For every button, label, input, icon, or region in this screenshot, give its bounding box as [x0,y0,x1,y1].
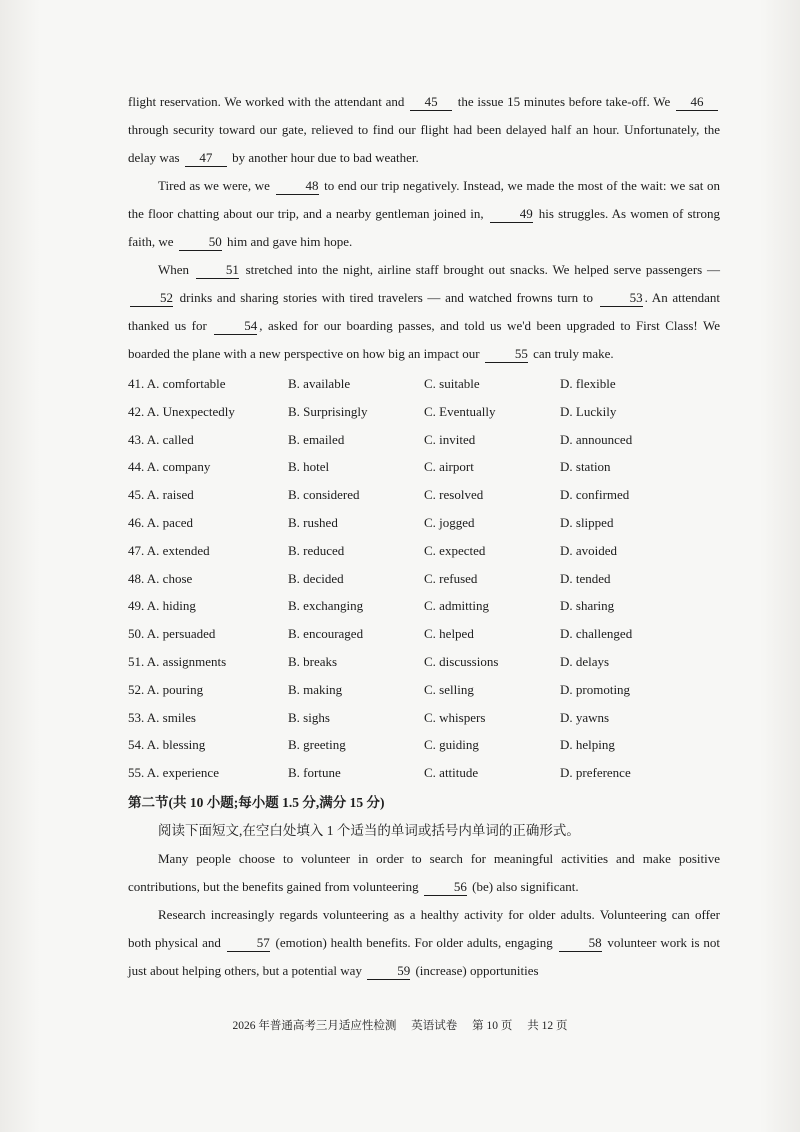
option-b: B. emailed [288,431,345,447]
option-b: B. making [288,681,343,697]
option-row [128,509,720,537]
option-c: C. selling [424,681,474,697]
blank-49: 49 [490,206,533,223]
text: him and gave him hope. [223,234,353,249]
footer-subject: 英语试卷 [411,1020,458,1032]
option-d: D. announced [560,431,633,447]
footer-total-pages: 共 12 页 [527,1020,568,1032]
text: When [158,262,194,277]
blank-50: 50 [179,234,222,251]
blank-45: 45 [410,94,452,111]
option-row [128,565,720,593]
option-c: C. jogged [424,514,475,530]
passage-paragraph-3 [128,256,720,368]
option-row [128,592,720,620]
option-b: B. considered [288,487,360,503]
option-c: C. airport [424,459,474,475]
option-row [128,370,720,398]
option-d: D. station [560,459,611,475]
option-a: 55. A. experience [128,765,219,781]
option-d: D. yawns [560,709,610,725]
blank-52: 52 [130,290,173,307]
option-row [128,648,720,676]
option-d: D. tended [560,570,611,586]
blank-58: 58 [559,935,602,952]
option-a: 42. A. Unexpectedly [128,403,235,419]
option-a: 49. A. hiding [128,598,196,614]
option-b: B. reduced [288,542,345,558]
option-row [128,620,720,648]
text: (be) also significant. [468,878,579,894]
text: Tired as we were, we [158,178,274,193]
option-a: 43. A. called [128,431,194,447]
option-b: B. rushed [288,514,338,530]
text: can truly make. [529,346,614,361]
option-b: B. exchanging [288,598,364,614]
page-content [128,88,720,985]
option-c: C. invited [424,431,476,447]
option-a: 53. A. smiles [128,709,196,725]
text: Many people choose to volunteer in order to search for meaningful activities and make positive contributions, but the benefits gained from volunteering [128,850,720,894]
option-row [128,676,720,704]
text: through security toward our gate, relieved to find our flight had been delayed half an hour. Unfortunately, the delay was [128,122,720,165]
text: (increase) opportunities [412,962,539,978]
option-c: C. Eventually [424,403,496,419]
option-d: D. Luckily [560,403,617,419]
text: to end our trip negatively. Instead, we made the most of the wait: we sat on the floor chatting about our trip, and a nearby gentleman joined in, [128,178,720,221]
footer-page-number: 第 10 页 [472,1020,513,1032]
blank-53: 53 [600,290,643,307]
text: flight reservation. We worked with the attendant and [128,94,409,109]
option-b: B. Surprisingly [288,403,368,419]
option-b: B. greeting [288,737,346,753]
option-d: D. delays [560,653,610,669]
blank-47: 47 [185,150,227,167]
text: the issue 15 minutes before take-off. We [454,94,674,109]
passage2-paragraph-2 [128,901,720,985]
blank-57: 57 [227,935,270,952]
text: volunteer work is not just about helping others, but a potential way [128,934,720,978]
option-b: B. available [288,376,351,391]
option-c: C. attitude [424,765,479,781]
option-row [128,704,720,732]
option-d: D. challenged [560,626,633,642]
passage-paragraph-2 [128,172,720,256]
option-c: C. whispers [424,709,486,725]
text: Research increasingly regards volunteering as a healthy activity for older adults. Volunteering can offer both physical and [128,906,720,950]
blank-59: 59 [367,963,410,980]
option-row [128,759,720,787]
text: by another hour due to bad weather. [228,150,419,165]
option-a: 47. A. extended [128,542,210,558]
text: , asked for our boarding passes, and told us we'd been upgraded to First Class! We boarded the plane with a new perspective on how big an impact our [128,318,720,361]
section-title: 第二节(共 10 小题;每小题 1.5 分,满分 15 分) [128,794,385,810]
option-a: 41. A. comfortable [128,376,226,391]
option-b: B. decided [288,570,344,586]
option-d: D. helping [560,737,615,753]
option-row [128,731,720,759]
option-a: 45. A. raised [128,487,194,503]
text: (emotion) health benefits. For older adults, engaging [271,934,557,950]
option-a: 50. A. persuaded [128,626,216,642]
option-b: B. sighs [288,709,330,725]
option-d: D. avoided [560,542,618,558]
text: drinks and sharing stories with tired travelers — and watched frowns turn to [175,290,598,305]
option-c: C. suitable [424,376,480,391]
section-instruction: 阅读下面短文,在空白处填入 1 个适当的单词或括号内单词的正确形式。 [158,822,580,838]
option-row [128,453,720,481]
option-d: D. confirmed [560,487,630,503]
option-c: C. admitting [424,598,489,614]
option-a: 48. A. chose [128,570,193,586]
option-a: 44. A. company [128,459,211,475]
option-b: B. fortune [288,765,341,781]
blank-54: 54 [214,318,257,335]
option-b: B. breaks [288,653,338,669]
option-c: C. refused [424,570,478,586]
option-d: D. promoting [560,681,631,697]
option-a: 46. A. paced [128,514,193,530]
option-row [128,398,720,426]
text: his struggles. As women of strong faith, we [128,206,720,249]
option-d: D. slipped [560,514,614,530]
option-c: C. guiding [424,737,479,753]
option-row [128,426,720,454]
blank-48: 48 [276,178,319,195]
option-a: 54. A. blessing [128,737,206,753]
blank-51: 51 [196,262,239,279]
option-a: 51. A. assignments [128,653,227,669]
option-b: B. hotel [288,459,330,475]
option-a: 52. A. pouring [128,681,204,697]
option-c: C. expected [424,542,486,558]
option-row [128,481,720,509]
passage2-paragraph-1 [128,845,720,901]
option-row [128,537,720,565]
option-d: D. flexible [560,376,616,391]
blank-56: 56 [424,879,467,896]
passage-paragraph-1 [128,88,720,172]
option-d: D. sharing [560,598,615,614]
blank-46: 46 [676,94,718,111]
option-c: C. discussions [424,653,499,669]
option-d: D. preference [560,765,631,781]
option-c: C. resolved [424,487,484,503]
blank-55: 55 [485,346,528,363]
page-footer [0,1017,800,1033]
text: stretched into the night, airline staff brought out snacks. We helped serve passengers — [240,262,720,277]
text: . An attendant thanked us for [128,290,720,333]
answer-options-list [128,370,720,787]
option-c: C. helped [424,626,474,642]
footer-exam-name: 2026 年普通高考三月适应性检测 [232,1020,397,1032]
option-b: B. encouraged [288,626,364,642]
